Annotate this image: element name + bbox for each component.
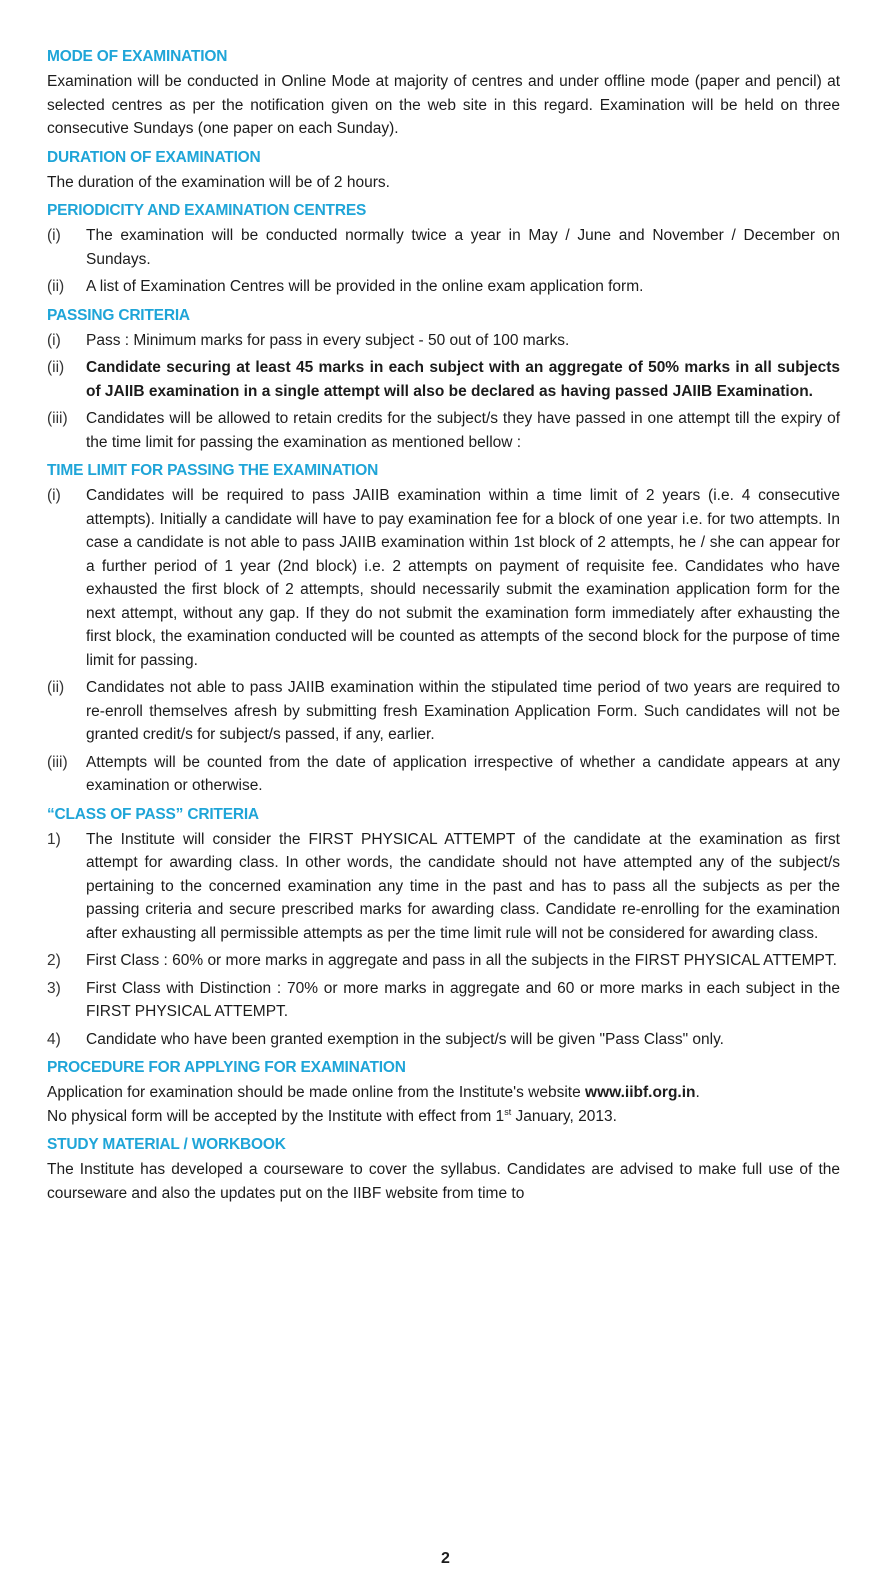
list-item bbox=[47, 828, 840, 946]
procedure-line2: No physical form will be accepted by the Institute with effect from 1 bbox=[47, 1107, 505, 1125]
periodicity-list bbox=[47, 224, 840, 299]
item-text: Attempts will be counted from the date of application irrespective of whether a candidate appears at any examination or otherwise. bbox=[86, 753, 840, 794]
heading-duration: DURATION OF EXAMINATION bbox=[47, 148, 261, 166]
item-marker: 2) bbox=[47, 952, 61, 969]
item-marker: (i) bbox=[47, 487, 61, 504]
item-text: First Class with Distinction : 70% or more marks in aggregate and 60 or more marks in each subject in the FIRST PHYSICAL ATTEMPT. bbox=[86, 979, 840, 1020]
ordinal-suffix: st bbox=[504, 1106, 512, 1117]
page-content bbox=[47, 44, 840, 1209]
item-marker: (iii) bbox=[47, 753, 68, 771]
heading-mode-of-examination: MODE OF EXAMINATION bbox=[47, 48, 228, 65]
item-marker: (ii) bbox=[47, 359, 65, 376]
item-text: The Institute will consider the FIRST PHYSICAL ATTEMPT of the candidate at the examination as first attempt for awarding class. In other words, the candidate should not have attempted any of the subject/s pertaining to the concerned examination any time in the past and has to pass all the subjects as per the passing criteria and secure prescribed marks for awarding class. Candidate re-enrolling for the examination after exhausting all permissible attempts as per the time limit rule will not be considered for awarding class. bbox=[86, 830, 840, 942]
time-limit-list bbox=[47, 484, 840, 798]
procedure-paragraph bbox=[47, 1081, 840, 1128]
heading-class-of-pass: “CLASS OF PASS” CRITERIA bbox=[47, 805, 259, 823]
website-link[interactable]: www.iibf.org.in bbox=[585, 1084, 696, 1101]
list-item bbox=[47, 1028, 840, 1052]
item-marker: 3) bbox=[47, 979, 61, 997]
duration-paragraph: The duration of the examination will be of 2 hours. bbox=[47, 173, 390, 191]
list-item bbox=[47, 484, 840, 672]
heading-study-material: STUDY MATERIAL / WORKBOOK bbox=[47, 1136, 286, 1153]
item-marker: 4) bbox=[47, 1030, 61, 1048]
heading-time-limit: TIME LIMIT FOR PASSING THE EXAMINATION bbox=[47, 462, 379, 479]
passing-list bbox=[47, 329, 840, 455]
list-item bbox=[47, 949, 840, 973]
heading-procedure: PROCEDURE FOR APPLYING FOR EXAMINATION bbox=[47, 1059, 406, 1076]
item-text: Candidates will be allowed to retain credits for the subject/s they have passed in one attempt till the expiry of the time limit for passing the examination as mentioned bellow : bbox=[86, 410, 840, 451]
item-text: First Class : 60% or more marks in aggregate and pass in all the subjects in the FIRST PHYSICAL ATTEMPT. bbox=[86, 952, 837, 969]
list-item bbox=[47, 751, 840, 798]
item-marker: 1) bbox=[47, 830, 61, 848]
item-text: Candidates not able to pass JAIIB examination within the stipulated time period of two years are required to re-enroll themselves afresh by submitting fresh Examination Application Form. Such candidates will not be granted credit/s for subject/s passed, if any, earlier. bbox=[86, 679, 840, 743]
heading-passing-criteria: PASSING CRITERIA bbox=[47, 306, 190, 324]
list-item bbox=[47, 224, 840, 271]
item-marker: (ii) bbox=[47, 278, 65, 295]
study-paragraph: The Institute has developed a courseware to cover the syllabus. Candidates are advised to make full use of the courseware and also the updates put on the IIBF website from time to bbox=[47, 1161, 840, 1202]
list-item bbox=[47, 329, 840, 353]
heading-periodicity: PERIODICITY AND EXAMINATION CENTRES bbox=[47, 202, 367, 219]
list-item bbox=[47, 977, 840, 1024]
procedure-text: Application for examination should be made online from the Institute's website bbox=[47, 1084, 586, 1101]
item-text: Candidates will be required to pass JAIIB examination within a time limit of 2 years (i.e. 4 consecutive attempts). Initially a candidate will have to pay examination fee for a block of one year i.e. for two attempts. In case a candidate is not able to pass JAIIB examination within 1st block of 2 attempts, he / she can appear for a further period of 1 year (2nd block) i.e. 2 attempts on payment of requisite fee. Candidates who have exhausted the first block of 2 attempts, should necessarily submit the examination application form for the next attempt, without any gap. If they do not submit the examination form immediately after exhausting the first block, the examination conducted will be counted as attempts of the second block for the purpose of time limit for passing. bbox=[86, 487, 840, 669]
list-item bbox=[47, 275, 840, 299]
item-text: Pass : Minimum marks for pass in every subject - 50 out of 100 marks. bbox=[86, 331, 570, 349]
page-number: 2 bbox=[441, 1550, 450, 1567]
item-text-bold: Candidate securing at least 45 marks in each subject with an aggregate of 50% marks in all subjects of JAIIB examination in a single attempt will also be declared as having passed JAIIB Examination. bbox=[86, 359, 840, 400]
item-text: Candidate who have been granted exemption in the subject/s will be given "Pass Class" only. bbox=[86, 1030, 724, 1048]
item-marker: (i) bbox=[47, 227, 61, 244]
list-item bbox=[47, 356, 840, 403]
item-marker: (ii) bbox=[47, 679, 65, 696]
procedure-text-end: . bbox=[695, 1084, 700, 1101]
list-item bbox=[47, 676, 840, 747]
item-marker: (i) bbox=[47, 331, 61, 349]
mode-paragraph: Examination will be conducted in Online Mode at majority of centres and under offline mode (paper and pencil) at selected centres as per the notification given on the web site in this regard. Examination will be held on three consecutive Sundays (one paper on each Sunday). bbox=[47, 73, 840, 137]
class-of-pass-list bbox=[47, 828, 840, 1052]
item-text: The examination will be conducted normally twice a year in May / June and November / December on Sundays. bbox=[86, 227, 840, 268]
item-marker: (iii) bbox=[47, 410, 68, 427]
procedure-line2-end: January, 2013. bbox=[511, 1107, 617, 1125]
list-item bbox=[47, 407, 840, 454]
item-text: A list of Examination Centres will be provided in the online exam application form. bbox=[86, 278, 644, 295]
